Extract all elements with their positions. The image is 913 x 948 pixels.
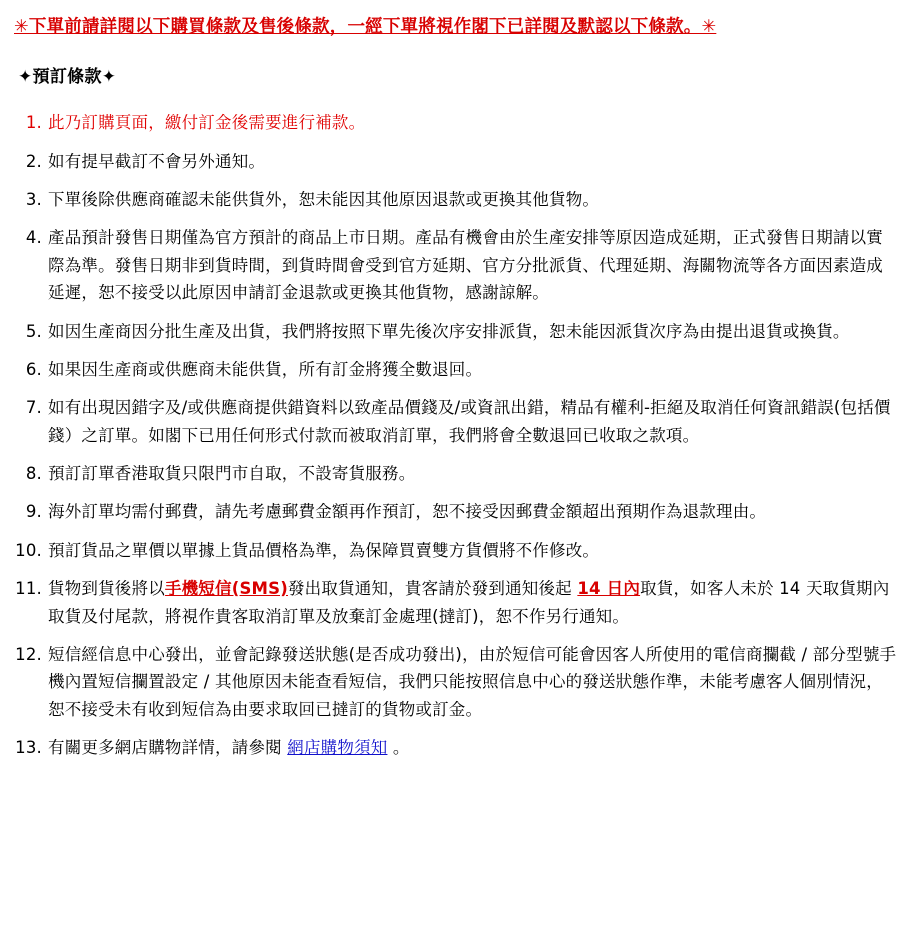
term-number: 1. [25, 113, 42, 133]
term-item [14, 460, 899, 487]
term-text: 產品預計發售日期僅為官方預計的商品上市日期。產品有機會由於生產安排等原因造成延期，正式發售日期請以實際為準。發售日期非到貨時間，到貨時間會受到官方延期、官方分批派貨、代理延期、海關物流等各方面因素造成延遲，恕不接受以此原因申請訂金退款或更換其他貨物，感謝諒解。 [48, 228, 883, 303]
term-item [14, 186, 899, 213]
term-text-run: 貨物到貨後將以 [48, 579, 165, 599]
term-number: 12. [15, 644, 42, 664]
term-item [14, 394, 899, 449]
term-text: 如果因生產商或供應商未能供貨，所有訂金將獲全數退回。 [48, 359, 483, 379]
notice-banner: ✳下單前請詳閱以下購買條款及售後條款，一經下單將視作閣下已詳閱及默認以下條款。✳ [14, 17, 717, 37]
term-text: 此乃訂購頁面，繳付訂金後需要進行補款。 [48, 113, 366, 133]
term-number: 3. [25, 190, 42, 209]
term-text-run: 取貨，如客人未於 14 天取貨期內取貨及付尾款，將視作貴客取消訂單及放棄訂金處理(撻訂)，恕不作另行通知。 [48, 579, 890, 626]
term-item [14, 641, 899, 723]
term-text: 預訂貨品之單價以單據上貨品價格為準，為保障買賣雙方貨價將不作修改。 [48, 540, 600, 560]
section-title: ✦預訂條款✦ [18, 67, 117, 88]
term-text-run: 有關更多網店購物詳情，請參閱 [48, 738, 288, 757]
term-text: 下單後除供應商確認未能供貨外，恕未能因其他原因退款或更換其他貨物。 [48, 190, 600, 209]
term-text [48, 738, 410, 757]
term-number: 8. [25, 464, 42, 483]
term-number: 2. [25, 151, 42, 171]
term-text: 短信經信息中心發出，並會記錄發送狀態(是否成功發出)，由於短信可能會因客人所使用的電信商攔截 / 部分型號手機內置短信攔置設定 / 其他原因未能查看短信，我們只能按照信息中心的發送狀態作準，未能考慮客人個別情況，恕不接受未有收到短信為由要求取回已撻訂的貨物或訂金。 [48, 644, 897, 719]
term-text: 如因生產商因分批生產及出貨，我們將按照下單先後次序安排派貨，恕未能因派貨次序為由提出退貨或換貨。 [48, 321, 850, 341]
term-item [14, 537, 899, 564]
term-number: 9. [25, 502, 42, 522]
term-number: 10. [15, 540, 42, 560]
term-number: 6. [25, 359, 42, 379]
term-item [14, 498, 899, 525]
term-item [14, 148, 899, 175]
term-number: 7. [25, 398, 42, 418]
term-text: 如有出現因錯字及/或供應商提供錯資料以致產品價錢及/或資訊出錯，精品有權利-拒絕及取消任何資訊錯誤(包括價錢）之訂單。如閣下已用任何形式付款而被取消訂單，我們將會全數退回已收取之款項。 [48, 398, 891, 445]
term-text-run: 。 [387, 738, 410, 757]
term-emphasis: 14 日內 [577, 579, 641, 599]
term-number: 4. [25, 228, 42, 248]
term-number: 13. [15, 738, 42, 757]
term-text [48, 579, 889, 625]
term-item [14, 734, 899, 761]
term-text: 如有提早截訂不會另外通知。 [48, 151, 266, 171]
term-item [14, 318, 899, 345]
shopping-guide-link[interactable]: 網店購物須知 [287, 738, 388, 757]
term-text: 預訂訂單香港取貨只限門市自取，不設寄貨服務。 [48, 464, 416, 483]
term-item [14, 109, 899, 136]
term-number: 5. [25, 321, 42, 341]
term-text-run: 發出取貨通知，貴客請於發到通知後起 [287, 579, 578, 599]
terms-list [14, 109, 899, 761]
term-emphasis: 手機短信(SMS) [164, 579, 288, 599]
term-item [14, 356, 899, 383]
term-text: 海外訂單均需付郵費，請先考慮郵費金額再作預訂，恕不接受因郵費金額超出預期作為退款理由。 [48, 502, 767, 522]
term-item [14, 224, 899, 306]
term-number: 11. [15, 579, 42, 599]
term-item [14, 575, 899, 630]
